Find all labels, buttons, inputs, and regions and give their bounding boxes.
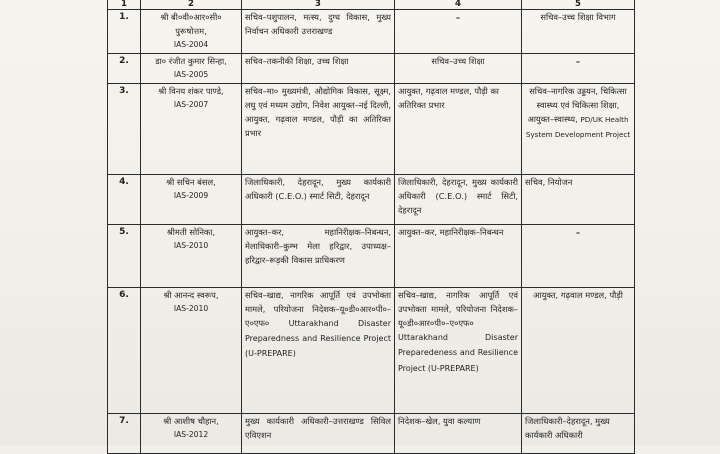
table-row bbox=[108, 224, 635, 287]
column-number: 5 bbox=[522, 0, 635, 10]
officer-name-cell bbox=[141, 174, 242, 224]
officer-name: श्री विनय शंकर पाण्डे, bbox=[158, 85, 224, 96]
serial-number: 4. bbox=[108, 174, 141, 224]
column-number: 1 bbox=[108, 0, 141, 10]
relieved-posting-cell bbox=[395, 287, 522, 413]
relieved-posting: आयुक्त, गढ़वाल मण्डल, पौड़ी का अतिरिक्त प्रभार bbox=[395, 83, 522, 174]
serial-number: 5. bbox=[108, 224, 141, 287]
current-posting-english: Uttarakhand Disaster Preparedness and Resilience Project (U-PREPARE) bbox=[245, 319, 391, 359]
ias-batch: IAS-2005 bbox=[173, 69, 209, 79]
table-row bbox=[108, 83, 635, 174]
table-row bbox=[108, 413, 635, 453]
column-number: 4 bbox=[395, 0, 522, 10]
table-row bbox=[108, 53, 635, 83]
current-posting: सचिव–तकनीकी शिक्षा, उच्च शिक्षा bbox=[242, 53, 395, 83]
ias-batch: IAS-2009 bbox=[173, 190, 209, 200]
table-row bbox=[108, 10, 635, 54]
relieved-posting: सचिव–उच्च शिक्षा bbox=[395, 53, 522, 83]
posting-table bbox=[107, 0, 635, 454]
officer-name-cell bbox=[141, 83, 242, 174]
new-posting: आयुक्त, गढ़वाल मण्डल, पौड़ी bbox=[522, 287, 635, 413]
relieved-posting: निदेशक–खेल, युवा कल्याण bbox=[395, 413, 522, 453]
officer-name: श्री आशीष चौहान, bbox=[163, 415, 219, 426]
officer-name: डा० रंजीत कुमार सिन्हा, bbox=[155, 55, 227, 66]
ias-batch: IAS-2010 bbox=[173, 240, 209, 250]
serial-number: 1. bbox=[108, 10, 141, 54]
relieved-posting-cell bbox=[395, 10, 522, 54]
officer-name-cell bbox=[141, 10, 242, 54]
serial-number: 6. bbox=[108, 287, 141, 413]
relieved-posting: आयुक्त–कर, महानिरीक्षक–निबन्धन bbox=[395, 224, 522, 287]
new-posting-english: PD/UK Health System Development Project bbox=[525, 115, 631, 139]
current-posting: आयुक्त–कर, महानिरीक्षक–निबन्धन, मेलाधिकारी–कुम्भ मेला हरिद्वार, उपाध्यक्ष–हरिद्वार–रूड़की विकास प्राधिकरण bbox=[242, 224, 395, 287]
column-number: 3 bbox=[242, 0, 395, 10]
ias-batch: IAS-2004 bbox=[173, 40, 209, 50]
relieved-posting: जिलाधिकारी, देहरादून, मुख्य कार्यकारी अधिकारी (C.E.O.) स्मार्ट सिटी, देहरादून bbox=[395, 174, 522, 224]
table-row bbox=[108, 287, 635, 413]
officer-name: श्री आनन्द स्वरूप, bbox=[163, 289, 219, 300]
current-posting: मुख्य कार्यकारी अधिकारी–उत्तराखण्ड सिविल एविएशन bbox=[242, 413, 395, 453]
current-posting: सचिव–खाद्य, नागरिक आपूर्ति एवं उपभोक्ता मामले, परियोजना निदेशक–यू०डी०आर०पी०–ए०एफ० bbox=[245, 289, 391, 329]
new-posting: सचिव–नागरिक उड्डयन, चिकित्सा स्वास्थ्य एवं चिकित्सा शिक्षा, आयुक्त–स्वास्थ्य, bbox=[527, 85, 627, 125]
new-posting-cell bbox=[522, 224, 635, 287]
current-posting: सचिव–मा० मुख्यमंत्री, औद्योगिक विकास, सूक्ष्म, लघु एवं मध्यम उद्योग, निवेश आयुक्त–नई दिल्ली, आयुक्त, गढ़वाल मण्डल, पौड़ी का अतिरिक्त प्रभार bbox=[242, 83, 395, 174]
new-posting: जिलाधिकारी–देहरादून, मुख्य कार्यकारी अधिकारी bbox=[522, 413, 635, 453]
relieved-posting: सचिव–खाद्य, नागरिक आपूर्ति एवं उपभोक्ता मामले, परियोजना निदेशक–यू०डी०आर०पी०–ए०एफ० bbox=[398, 289, 518, 329]
officer-name-cell bbox=[141, 287, 242, 413]
new-posting: – bbox=[575, 55, 581, 66]
new-posting: सचिव–उच्च शिक्षा विभाग bbox=[522, 10, 635, 54]
new-posting-cell bbox=[522, 83, 635, 174]
new-posting: – bbox=[575, 226, 581, 237]
new-posting: सचिव, नियोजन bbox=[522, 174, 635, 224]
relieved-posting-english: Uttarakhand Disaster Preparedeness and Resilience Project (U-PREPARE) bbox=[398, 333, 518, 373]
officer-name: श्री बी०वी०आर०सी० पुरूषोत्तम, bbox=[160, 12, 222, 37]
serial-number: 3. bbox=[108, 83, 141, 174]
officer-name: श्री सचिन बंसल, bbox=[166, 176, 216, 187]
serial-number: 7. bbox=[108, 413, 141, 453]
relieved-posting: – bbox=[455, 12, 461, 22]
table-row bbox=[108, 174, 635, 224]
ias-batch: IAS-2010 bbox=[173, 303, 209, 313]
officer-name: श्रीमती सोनिका, bbox=[166, 226, 216, 237]
current-posting: सचिव–पशुपालन, मत्स्य, दुग्ध विकास, मुख्य निर्वाचन अधिकारी उत्तराखण्ड bbox=[242, 10, 395, 54]
serial-number: 2. bbox=[108, 53, 141, 83]
current-posting: जिलाधिकारी, देहरादून, मुख्य कार्यकारी अधिकारी (C.E.O.) स्मार्ट सिटी, देहरादून bbox=[242, 174, 395, 224]
officer-name-cell bbox=[141, 53, 242, 83]
ias-batch: IAS-2007 bbox=[173, 99, 209, 109]
officer-name-cell bbox=[141, 224, 242, 287]
current-posting-cell bbox=[242, 287, 395, 413]
ias-batch: IAS-2012 bbox=[173, 429, 209, 439]
officer-name-cell bbox=[141, 413, 242, 453]
new-posting-cell bbox=[522, 53, 635, 83]
column-number: 2 bbox=[141, 0, 242, 10]
column-number-row bbox=[108, 0, 635, 10]
